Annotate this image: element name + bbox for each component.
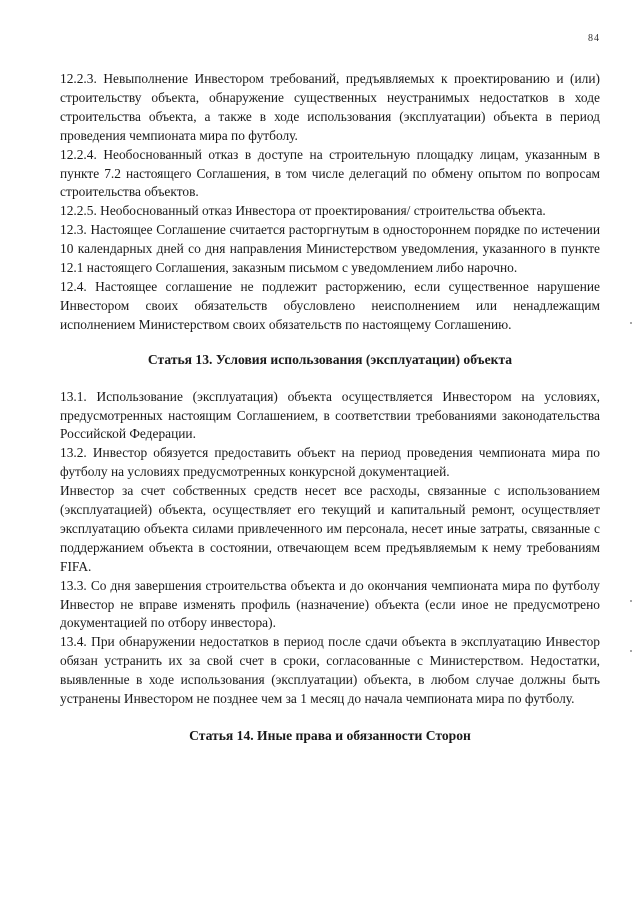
page-content [60, 70, 600, 764]
clause-12-3: 12.3. Настоящее Соглашение считается расторгнутым в одностороннем порядке по истечении 10 календарных дней со дня направления Министерством уведомления, указанного в пункте 12.1 настоящего Соглашения, заказным письмом с уведомлением либо нарочно. [60, 222, 600, 276]
page-number: 84 [588, 33, 600, 44]
clause-12-2-5: 12.2.5. Необоснованный отказ Инвестора от проектирования/ строительства объекта. [60, 203, 546, 219]
clause-13-2-continued: Инвестор за счет собственных средств несет все расходы, связанные с использованием (эксплуатацией) объекта, осуществляет его текущий и капитальный ремонт, осуществляет эксплуатацию объекта силами привлеченного им персонала, несет иные затраты, связанные с поддержанием объекта в состоянии, отвечающем всем предъявляемым к нему требованиям FIFA. [60, 483, 600, 574]
clause-12-2-3: 12.2.3. Невыполнение Инвестором требований, предъявляемых к проектированию и (или) строительству объекта, обнаружение существенных неустранимых недостатков в ходе строительства объекта, а также в ходе использования (эксплуатации) объекта в период проведения чемпионата мира по футболу. [60, 71, 600, 143]
clause-12-2-4: 12.2.4. Необоснованный отказ в доступе на строительную площадку лицам, указанным в пункте 7.2 настоящего Соглашения, в том числе делегаций по обмену опытом по вопросам строительства объектов. [60, 146, 600, 200]
scan-dot [630, 322, 632, 324]
scan-dot [630, 600, 632, 602]
clause-13-4: 13.4. При обнаружении недостатков в период после сдачи объекта в эксплуатацию Инвестор обязан устранить их за свой счет в сроки, согласованные с Министерством. Недостатки, выявленные в ходе использования (эксплуатации) объекта, в любом случае должны быть устранены Инвестором не позднее чем за 1 месяц до начала чемпионата мира по футболу. [60, 634, 600, 707]
article-13-heading: Статья 13. Условия использования (эксплуатации) объекта [147, 351, 513, 367]
clause-13-2: 13.2. Инвестор обязуется предоставить объект на период проведения чемпионата мира по футболу на условиях предусмотренных конкурсной документацией. [60, 445, 600, 480]
article-14-heading: Статья 14. Иные права и обязанности Сторон [189, 728, 471, 743]
clause-13-1: 13.1. Использование (эксплуатация) объекта осуществляется Инвестором на условиях, предусмотренных настоящим Соглашением, в соответствии требованиями законодательства Российской Федерации. [60, 388, 600, 442]
clause-13-3: 13.3. Со дня завершения строительства объекта и до окончания чемпионата мира по футболу Инвестор не вправе изменять профиль (назначение) объекта (если иное не предусмотрено документацией по отбору инвестора). [60, 577, 600, 631]
scan-dot [630, 650, 632, 652]
clause-12-4: 12.4. Настоящее соглашение не подлежит расторжению, если существенное нарушение Инвестором своих обязательств обусловлено неисполнением или ненадлежащим исполнением Министерством своих обязательств по настоящему Соглашению. [60, 278, 600, 332]
